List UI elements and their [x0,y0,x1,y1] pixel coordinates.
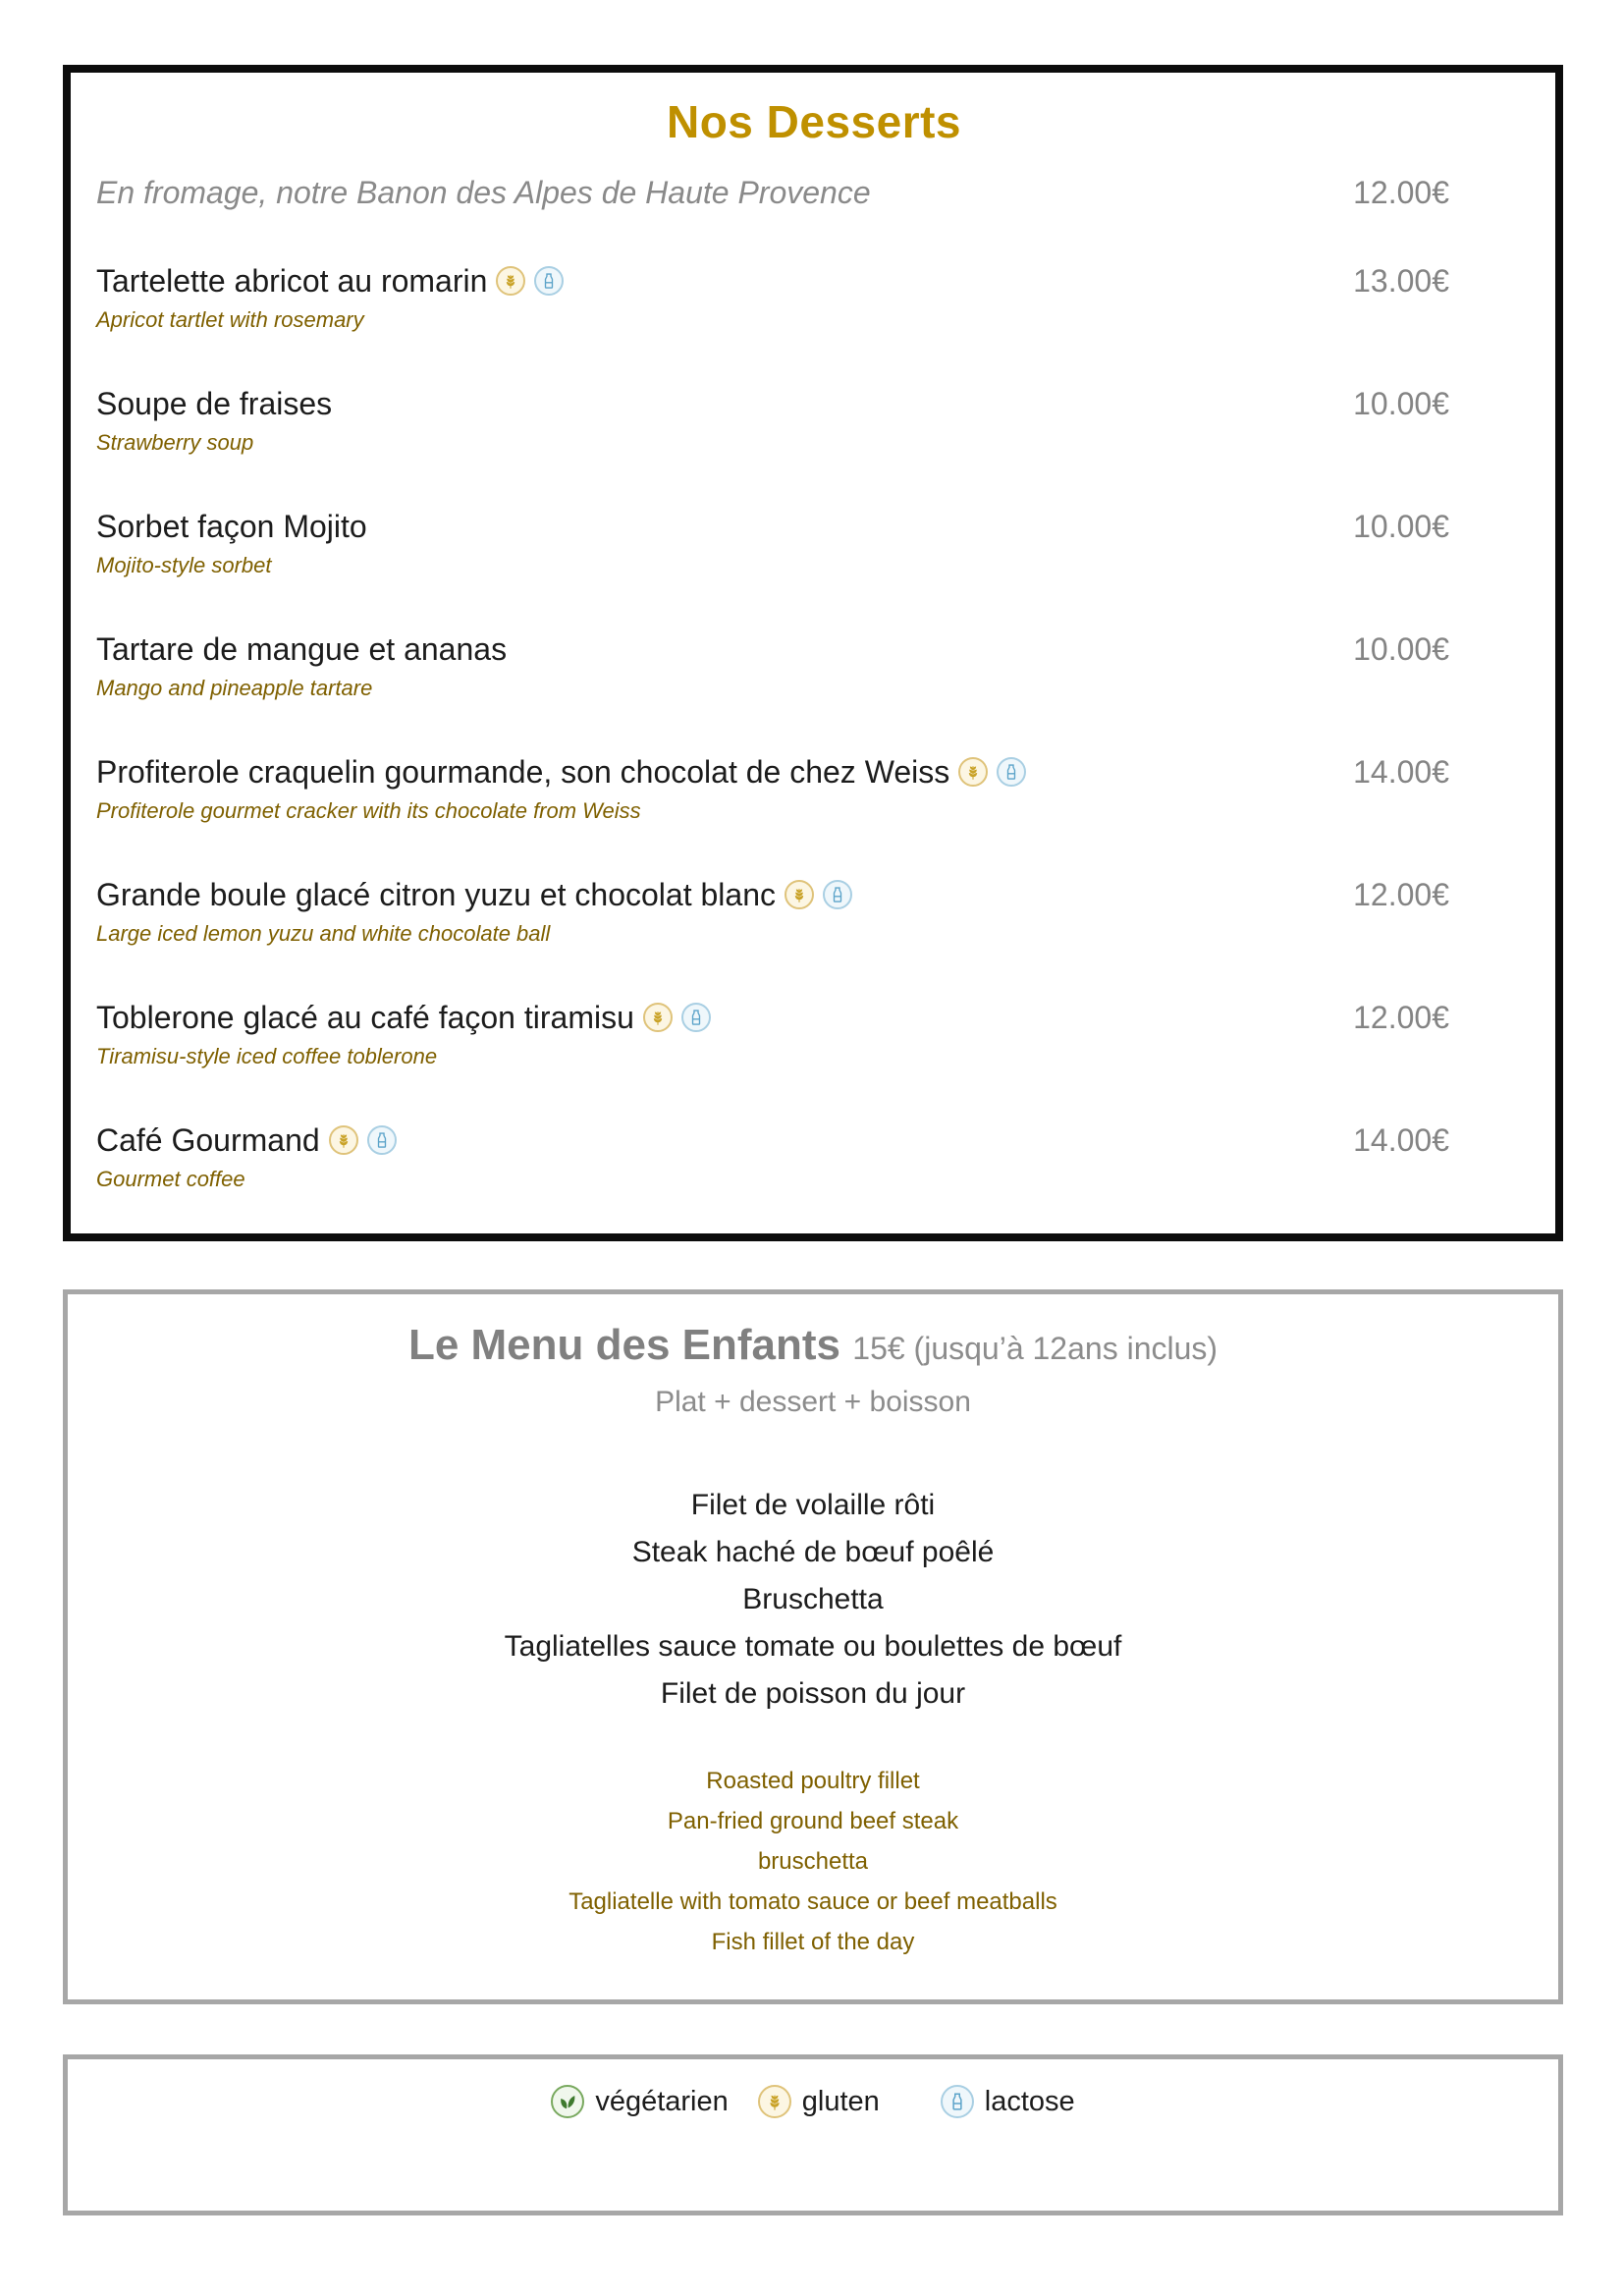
item-price: 12.00€ [1353,1000,1449,1035]
item-name-en: Large iced lemon yuzu and white chocolate ball [96,921,551,946]
item-name-fr: En fromage, notre Banon des Alpes de Haute Provence [96,175,871,210]
item-name-en: Apricot tartlet with rosemary [96,307,364,332]
item-name-fr: Soupe de fraises [96,386,333,421]
item-name-fr: Sorbet façon Mojito [96,509,367,544]
dessert-item-row [96,1120,1532,1193]
dessert-item-row [96,997,1532,1070]
lactose-icon [534,266,564,296]
item-name-en: Strawberry soup [96,430,254,455]
kids-menu-subtitle: Plat + dessert + boisson [655,1386,971,1418]
kids-item-en: Tagliatelle with tomato sauce or beef meatballs [568,1888,1057,1915]
kids-menu-title-line [68,1320,1558,1374]
item-name-fr: Café Gourmand [96,1120,1243,1161]
item-price: 10.00€ [1353,631,1449,667]
lactose-icon [367,1125,397,1155]
lactose-icon [941,2085,974,2118]
dessert-item-row [96,751,1532,825]
kids-menu-items-fr [68,1482,1558,1718]
kids-item-en: Fish fillet of the day [711,1929,915,1955]
lactose-icon [997,757,1026,787]
legend-lactose [941,2085,1075,2118]
item-name-en: Profiterole gourmet cracker with its chocolate from Weiss [96,798,641,823]
dessert-item-row [96,506,1532,579]
item-name-en: Mango and pineapple tartare [96,676,373,700]
item-name-fr: Grande boule glacé citron yuzu et chocolat blanc [96,874,1243,915]
gluten-icon [329,1125,358,1155]
item-name-en: Tiramisu-style iced coffee toblerone [96,1044,438,1068]
gluten-icon [958,757,988,787]
item-price: 14.00€ [1353,1122,1449,1158]
kids-item-en: Roasted poultry fillet [706,1768,920,1794]
lactose-icon [681,1003,711,1032]
kids-item-fr: Tagliatelles sauce tomate ou boulettes de bœuf [504,1630,1122,1663]
legend-section [63,2054,1563,2215]
dessert-item-row [96,260,1532,334]
gluten-icon [758,2085,791,2118]
kids-menu-price-note: 15€ (jusqu’à 12ans inclus) [852,1331,1218,1366]
kids-menu-title: Le Menu des Enfants [407,1321,841,1369]
desserts-title: Nos Desserts [666,96,962,147]
desserts-section [63,65,1563,1241]
vegetarian-icon [551,2085,584,2118]
kids-item-fr: Filet de poisson du jour [660,1677,966,1710]
gluten-icon [643,1003,673,1032]
item-price: 10.00€ [1353,509,1449,544]
kids-item-fr: Bruschetta [742,1583,884,1615]
lactose-icon [823,880,852,909]
dessert-item-row [96,172,1532,213]
gluten-icon [496,266,525,296]
kids-item-fr: Filet de volaille rôti [690,1489,936,1521]
item-name-fr: Toblerone glacé au café façon tiramisu [96,997,1243,1038]
item-name-en: Gourmet coffee [96,1167,245,1191]
gluten-icon [785,880,814,909]
kids-item-en: Pan-fried ground beef steak [667,1808,959,1834]
dessert-item-row [96,383,1532,457]
item-price: 10.00€ [1353,386,1449,421]
item-name-fr: Tartelette abricot au romarin [96,260,1243,301]
legend-row [551,2085,1074,2118]
dessert-item-row [96,629,1532,702]
kids-item-fr: Steak haché de bœuf poêlé [631,1536,995,1568]
item-price: 13.00€ [1353,263,1449,299]
dessert-item-row [96,874,1532,948]
legend-gluten-label: gluten [801,2085,880,2117]
legend-vegetarian [551,2085,728,2118]
item-price: 12.00€ [1353,877,1449,912]
item-name-fr: Profiterole craquelin gourmande, son chocolat de chez Weiss [96,751,1243,793]
legend-vegetarian-label: végétarien [595,2085,729,2117]
item-price: 12.00€ [1353,175,1449,210]
kids-menu-section [63,1289,1563,2004]
item-name-en: Mojito-style sorbet [96,553,272,577]
legend-lactose-label: lactose [984,2085,1075,2117]
kids-menu-items-en [68,1761,1558,1962]
item-name-fr: Tartare de mangue et ananas [96,631,508,667]
item-price: 14.00€ [1353,754,1449,790]
kids-item-en: bruschetta [757,1848,869,1875]
legend-gluten [758,2085,880,2118]
